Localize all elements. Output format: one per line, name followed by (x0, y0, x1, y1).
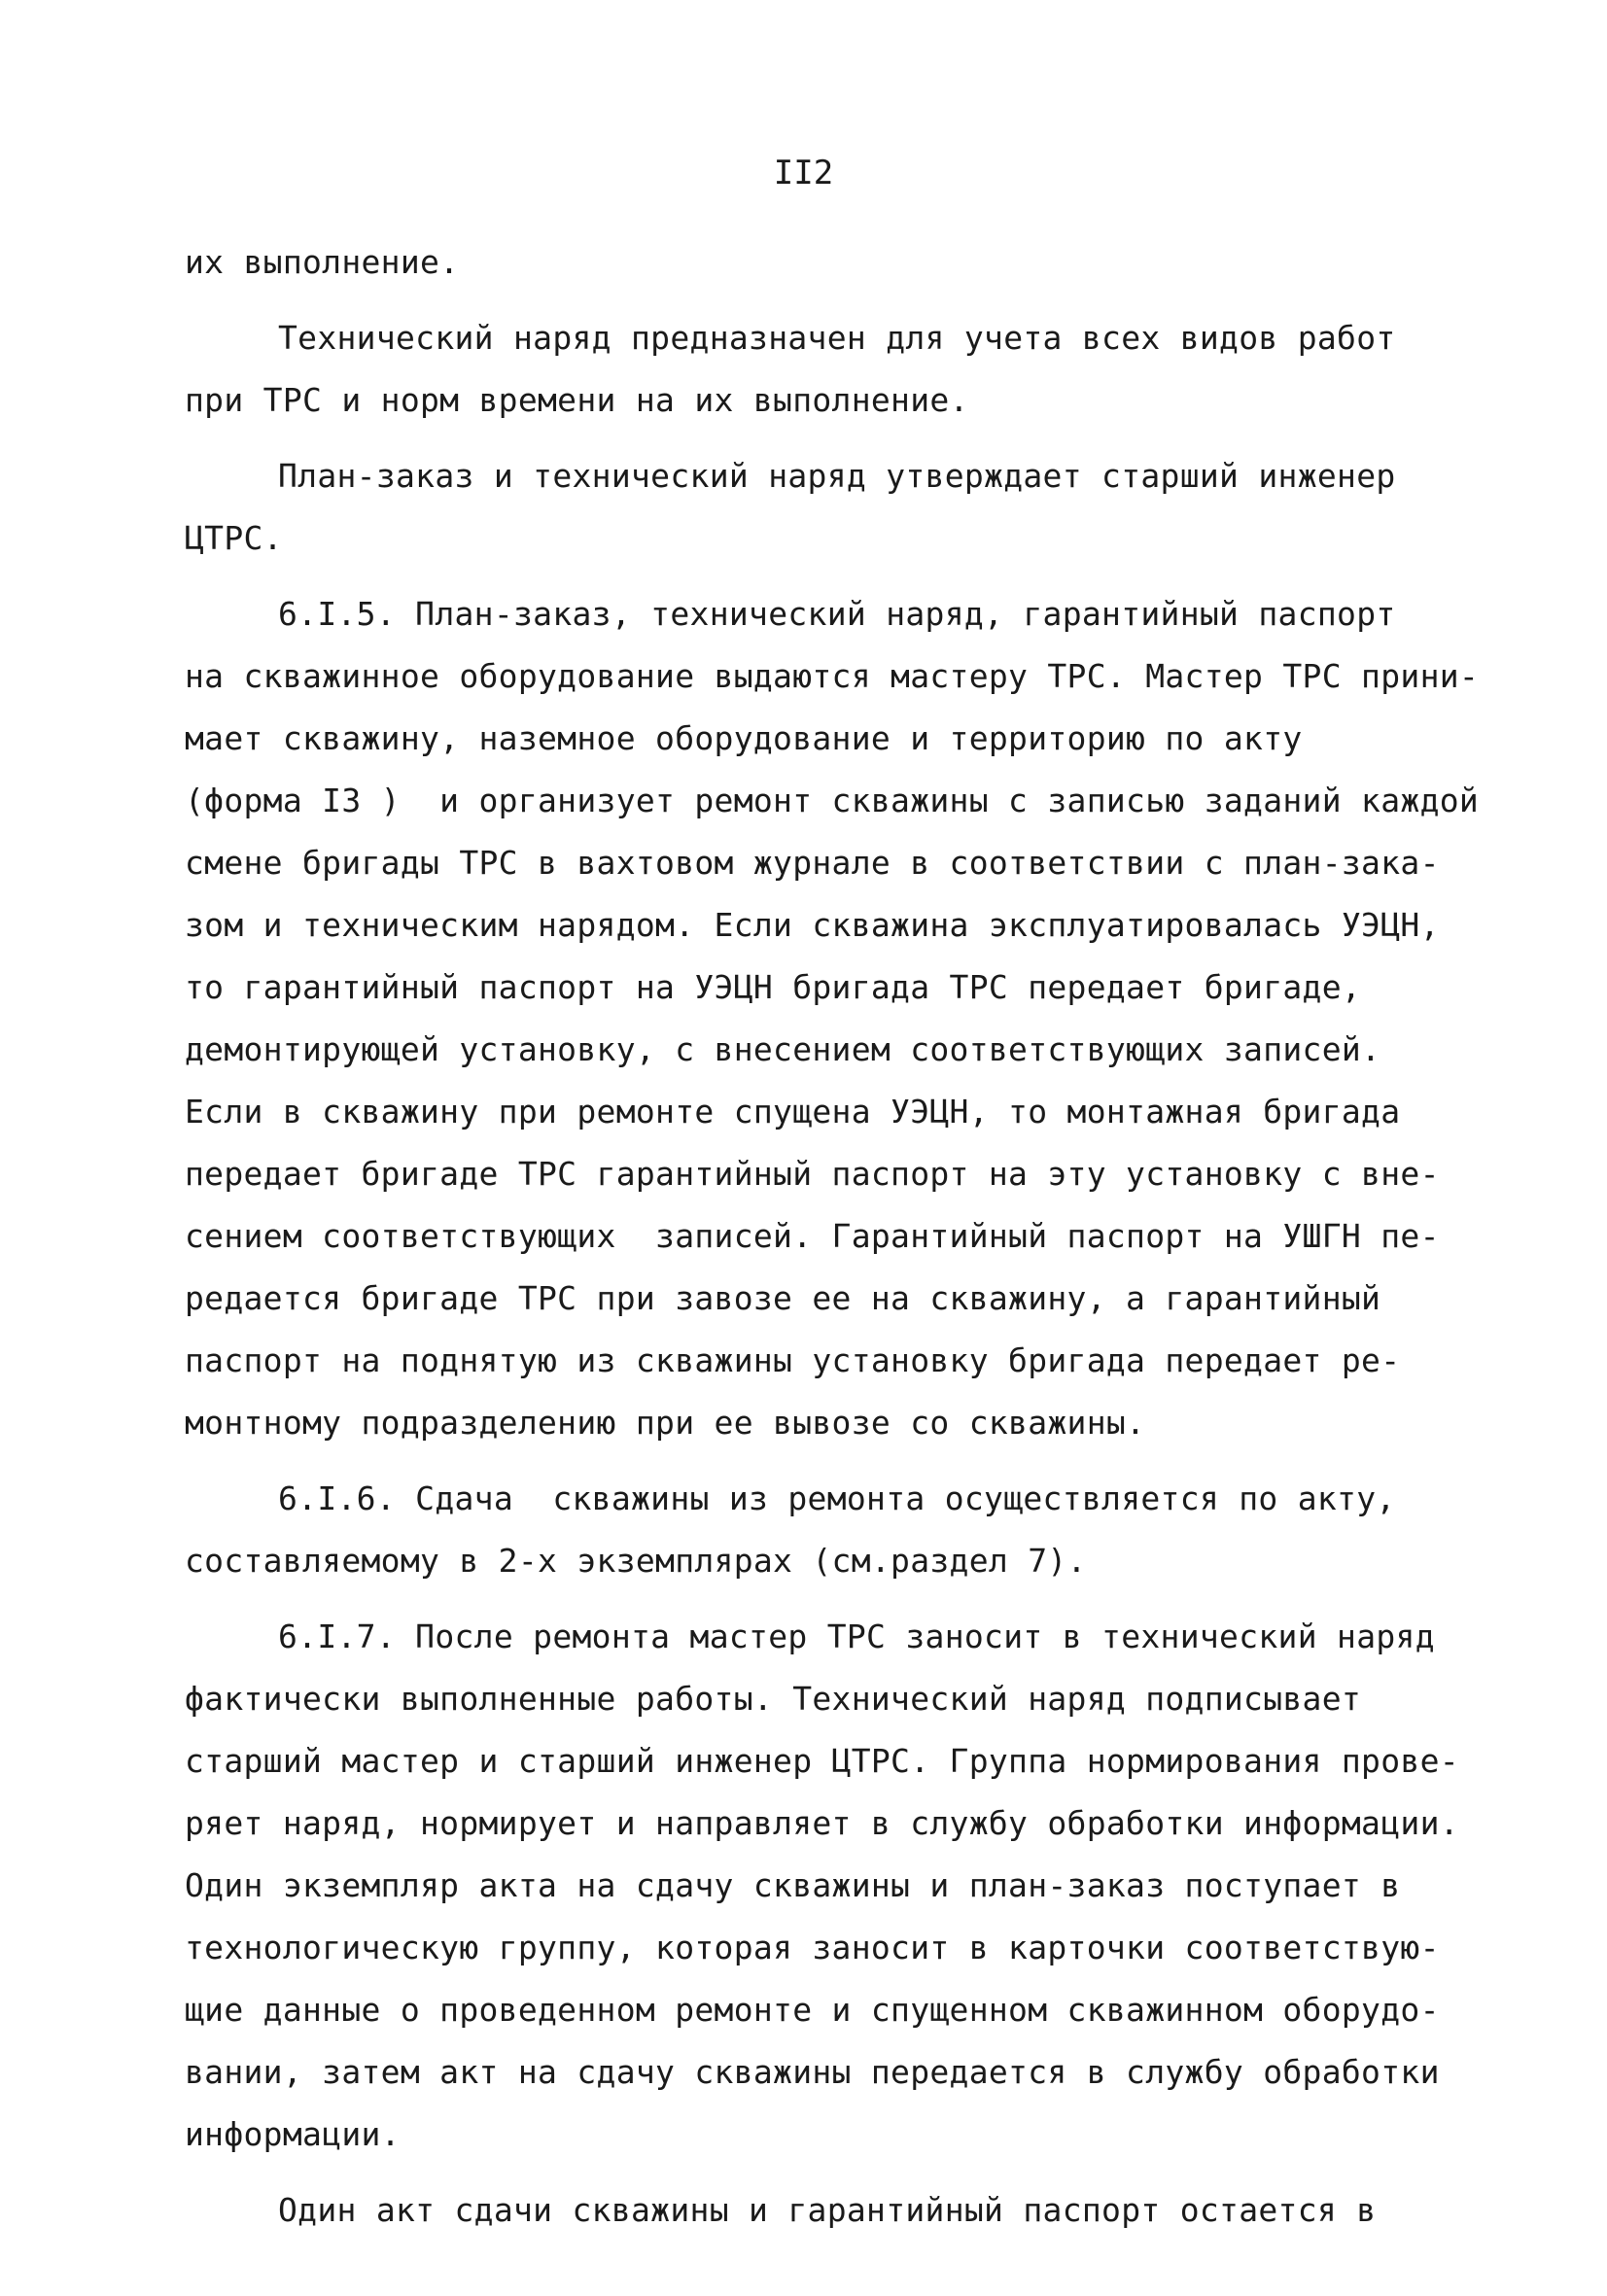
section-heading-line: 6.I.5. План-заказ, технический наряд, гарантийный паспорт (278, 595, 1396, 633)
text-line: демонтирующей установку, с внесением соответствующих записей. (185, 1030, 1381, 1068)
text-line: Если в скважину при ремонте спущена УЭЦН, то монтажная бригада (185, 1093, 1401, 1131)
text-line: составляемому в 2-х экземплярах (см.раздел 7). (185, 1542, 1087, 1580)
text-line: План-заказ и технический наряд утверждает старший инженер (278, 457, 1396, 495)
text-line: фактически выполненные работы. Технический наряд подписывает (185, 1680, 1362, 1718)
text-line: их выполнение. (185, 243, 460, 281)
text-line: старший мастер и старший инженер ЦТРС. Группа нормирования прове- (185, 1742, 1459, 1780)
text-line: смене бригады ТРС в вахтовом журнале в соответствии с план-зака- (185, 844, 1440, 882)
section-heading-line: 6.I.6. Сдача скважины из ремонта осуществляется по акту, (278, 1479, 1396, 1517)
text-line: на скважинное оборудование выдаются мастеру ТРС. Мастер ТРС прини- (185, 657, 1480, 695)
text-line: технологическую группу, которая заносит в карточки соответствую- (185, 1929, 1440, 1966)
text-line: при ТРС и норм времени на их выполнение. (185, 381, 969, 419)
text-line: Технический наряд предназначен для учета всех видов работ (278, 319, 1396, 357)
text-line: щие данные о проведенном ремонте и спущенном скважинном оборудо- (185, 1991, 1440, 2029)
text-line: вании, затем акт на сдачу скважины передается в службу обработки (185, 2053, 1440, 2091)
text-line: зом и техническим нарядом. Если скважина эксплуатировалась УЭЦН, (185, 906, 1440, 944)
text-line: сением соответствующих записей. Гарантийный паспорт на УШГН пе- (185, 1217, 1440, 1255)
text-line: паспорт на поднятую из скважины установку бригада передает ре- (185, 1341, 1401, 1379)
section-heading-line: 6.I.7. После ремонта мастер ТРС заносит в технический наряд (278, 1618, 1435, 1655)
text-line: редается бригаде ТРС при завозе ее на скважину, а гарантийный (185, 1279, 1381, 1317)
document-body (185, 231, 1478, 2242)
text-line: то гарантийный паспорт на УЭЦН бригада ТРС передает бригаде, (185, 968, 1362, 1006)
text-line: (форма I3 ) и организует ремонт скважины с записью заданий каждой (185, 782, 1480, 819)
text-line: передает бригаде ТРС гарантийный паспорт на эту установку с вне- (185, 1155, 1440, 1193)
text-line: Один акт сдачи скважины и гарантийный паспорт остается в (278, 2191, 1377, 2229)
text-line: монтному подразделению при ее вывозе со скважины. (185, 1404, 1146, 1442)
text-line: Один экземпляр акта на сдачу скважины и план-заказ поступает в (185, 1866, 1401, 1904)
text-line: ЦТРС. (185, 519, 283, 557)
text-line: мает скважину, наземное оборудование и территорию по акту (185, 719, 1303, 757)
text-line: ряет наряд, нормирует и направляет в службу обработки информации. (185, 1804, 1459, 1842)
text-line: информации. (185, 2115, 401, 2153)
page-number: II2 (773, 154, 834, 192)
